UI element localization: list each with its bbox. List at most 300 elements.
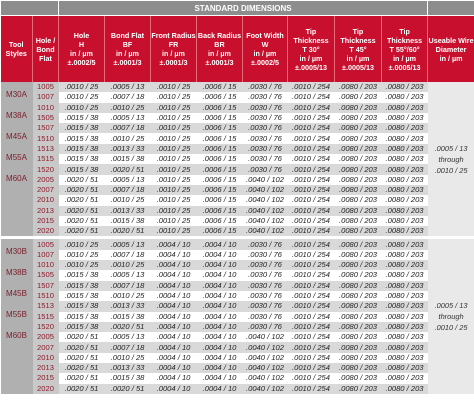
- dimension-cell: .0040 / 102: [243, 216, 288, 226]
- column-header: Hole / Bond Flat: [33, 16, 59, 83]
- dimension-cell: .0080 / 203: [335, 123, 382, 133]
- wire-diameter-line: .0005 / 13: [434, 143, 468, 153]
- dimension-cell: .0020 / 51: [59, 363, 105, 373]
- dimension-cell: .0080 / 203: [335, 353, 382, 363]
- dimension-cell: .0080 / 203: [382, 291, 428, 301]
- dimension-cell: .0030 / 76: [243, 154, 288, 164]
- table-row: [1, 270, 474, 280]
- dimension-cell: .0030 / 76: [243, 250, 288, 260]
- table-row: [1, 384, 474, 394]
- dimension-cell: .0030 / 76: [243, 301, 288, 311]
- dimension-cell: .0005 / 13: [105, 332, 151, 342]
- dimension-cell: .0080 / 203: [382, 239, 428, 249]
- dimension-cell: .0080 / 203: [335, 239, 382, 249]
- hole-bond-flat-code: 2005: [33, 332, 59, 342]
- dimension-cell: .0010 / 25: [151, 154, 197, 164]
- dimension-cell: .0010 / 254: [288, 206, 335, 216]
- dimension-cell: .0010 / 254: [288, 82, 335, 92]
- table-row: [1, 113, 474, 123]
- tool-style-label: M30A: [6, 90, 27, 99]
- dimension-cell: .0020 / 51: [59, 206, 105, 216]
- dimension-cell: .0010 / 25: [59, 239, 105, 249]
- dimension-cell: .0010 / 25: [151, 164, 197, 174]
- column-header-row: [1, 16, 474, 83]
- banner-blank-right: [428, 1, 474, 16]
- table-row: [1, 312, 474, 322]
- hole-bond-flat-code: 1010: [33, 103, 59, 113]
- dimension-cell: .0004 / 10: [197, 384, 243, 394]
- dimension-cell: .0013 / 33: [105, 144, 151, 154]
- hole-bond-flat-code: 1513: [33, 144, 59, 154]
- hole-bond-flat-code: 1520: [33, 164, 59, 174]
- dimension-cell: .0080 / 203: [382, 123, 428, 133]
- dimension-cell: .0080 / 203: [382, 216, 428, 226]
- dimension-cell: .0030 / 76: [243, 164, 288, 174]
- dimension-cell: .0010 / 254: [288, 332, 335, 342]
- hole-bond-flat-code: 2020: [33, 226, 59, 236]
- table-row: [1, 301, 474, 311]
- dimension-cell: .0004 / 10: [197, 301, 243, 311]
- dimension-cell: .0010 / 254: [288, 322, 335, 332]
- dimension-cell: .0007 / 18: [105, 92, 151, 102]
- tool-style-label: M30B: [6, 247, 27, 257]
- dimension-cell: .0005 / 13: [105, 113, 151, 123]
- dimension-cell: .0004 / 10: [151, 281, 197, 291]
- dimension-cell: .0006 / 15: [197, 82, 243, 92]
- dimension-cell: .0004 / 10: [151, 332, 197, 342]
- dimension-cell: .0080 / 203: [335, 291, 382, 301]
- wire-diameter-line: through: [438, 312, 464, 322]
- dimension-cell: .0080 / 203: [335, 260, 382, 270]
- dimension-cell: .0010 / 25: [59, 82, 105, 92]
- table-row: [1, 216, 474, 226]
- dimension-cell: .0007 / 18: [105, 185, 151, 195]
- dimension-cell: .0010 / 25: [151, 195, 197, 205]
- dimension-cell: .0015 / 38: [59, 144, 105, 154]
- dimension-cell: .0010 / 25: [151, 133, 197, 143]
- dimension-cell: .0010 / 25: [59, 103, 105, 113]
- column-header: Back Radius BR in / µm ±.0001/3: [197, 16, 243, 83]
- dimension-cell: .0030 / 76: [243, 322, 288, 332]
- dimension-cell: .0020 / 51: [59, 373, 105, 383]
- dimension-cell: .0013 / 33: [105, 206, 151, 216]
- hole-bond-flat-code: 1005: [33, 239, 59, 249]
- dimension-cell: .0080 / 203: [335, 312, 382, 322]
- banner-blank: [1, 1, 59, 16]
- dimension-cell: .0010 / 25: [105, 353, 151, 363]
- dimension-cell: .0015 / 38: [105, 373, 151, 383]
- table-row: [1, 363, 474, 373]
- dimension-cell: .0004 / 10: [197, 250, 243, 260]
- dimension-cell: .0006 / 15: [197, 226, 243, 236]
- dimension-cell: .0080 / 203: [335, 363, 382, 373]
- dimension-cell: .0080 / 203: [382, 154, 428, 164]
- useable-wire-diameter-cell: [428, 82, 474, 236]
- dimension-cell: .0030 / 76: [243, 144, 288, 154]
- dimension-cell: .0010 / 25: [151, 123, 197, 133]
- dimension-cell: .0005 / 13: [105, 175, 151, 185]
- dimension-cell: .0080 / 203: [382, 384, 428, 394]
- dimension-cell: .0080 / 203: [335, 270, 382, 280]
- dimension-cell: .0005 / 13: [105, 239, 151, 249]
- dimension-cell: .0006 / 15: [197, 123, 243, 133]
- dimension-cell: .0080 / 203: [335, 103, 382, 113]
- dimension-cell: .0030 / 76: [243, 92, 288, 102]
- dimension-cell: .0015 / 38: [59, 164, 105, 174]
- column-header: Tip Thickness T 45° in / µm ±.0005/13: [335, 16, 382, 83]
- dimension-cell: .0080 / 203: [382, 270, 428, 280]
- dimension-cell: .0015 / 38: [59, 291, 105, 301]
- table-row: [1, 164, 474, 174]
- column-header: Front Radius FR in / µm ±.0001/3: [151, 16, 197, 83]
- dimension-cell: .0006 / 15: [197, 133, 243, 143]
- tool-style-label: M55B: [6, 310, 27, 320]
- hole-bond-flat-code: 1510: [33, 291, 59, 301]
- table-row: [1, 206, 474, 216]
- table-row: [1, 250, 474, 260]
- hole-bond-flat-code: 1507: [33, 123, 59, 133]
- dimension-cell: .0010 / 25: [105, 133, 151, 143]
- column-header: Hole H in / µm ±.0002/5: [59, 16, 105, 83]
- dimension-cell: .0040 / 102: [243, 363, 288, 373]
- dimension-cell: .0006 / 15: [197, 216, 243, 226]
- dimension-cell: .0080 / 203: [382, 373, 428, 383]
- dimension-cell: .0006 / 15: [197, 206, 243, 216]
- dimension-cell: .0080 / 203: [335, 216, 382, 226]
- dimension-cell: .0010 / 254: [288, 175, 335, 185]
- table-row: [1, 373, 474, 383]
- tool-styles-cell: [1, 239, 33, 393]
- dimension-cell: .0080 / 203: [382, 312, 428, 322]
- dimension-cell: .0004 / 10: [151, 260, 197, 270]
- dimension-cell: .0080 / 203: [382, 103, 428, 113]
- table-row: [1, 154, 474, 164]
- dimension-cell: .0080 / 203: [382, 281, 428, 291]
- useable-wire-diameter-cell: [428, 239, 474, 393]
- column-header: Tool Styles: [1, 16, 33, 83]
- table-row: [1, 82, 474, 92]
- dimension-cell: .0010 / 254: [288, 164, 335, 174]
- dimension-cell: .0010 / 254: [288, 92, 335, 102]
- table-row: [1, 353, 474, 363]
- dimension-cell: .0015 / 38: [105, 154, 151, 164]
- dimension-cell: .0010 / 25: [105, 291, 151, 301]
- dimension-cell: .0010 / 254: [288, 216, 335, 226]
- dimension-cell: .0020 / 51: [105, 384, 151, 394]
- dimension-cell: .0015 / 38: [59, 123, 105, 133]
- dimension-cell: .0080 / 203: [335, 384, 382, 394]
- dimension-cell: .0010 / 254: [288, 260, 335, 270]
- dimension-cell: .0040 / 102: [243, 384, 288, 394]
- table-row: [1, 332, 474, 342]
- tool-style-label: M60A: [6, 174, 27, 183]
- table-body: [1, 82, 474, 394]
- dimension-cell: .0040 / 102: [243, 226, 288, 236]
- dimension-cell: .0004 / 10: [197, 281, 243, 291]
- dimension-cell: .0010 / 254: [288, 353, 335, 363]
- hole-bond-flat-code: 1510: [33, 133, 59, 143]
- dimension-cell: .0030 / 76: [243, 239, 288, 249]
- dimension-cell: .0010 / 254: [288, 133, 335, 143]
- tool-style-label: M55A: [6, 153, 27, 162]
- dimension-cell: .0040 / 102: [243, 353, 288, 363]
- dimension-cell: .0015 / 38: [59, 270, 105, 280]
- dimension-cell: .0010 / 25: [151, 175, 197, 185]
- hole-bond-flat-code: 2007: [33, 342, 59, 352]
- dimension-cell: .0015 / 38: [59, 301, 105, 311]
- table-title: STANDARD DIMENSIONS: [59, 1, 428, 16]
- dimension-cell: .0080 / 203: [382, 185, 428, 195]
- dimension-cell: .0004 / 10: [197, 342, 243, 352]
- dimension-cell: .0015 / 38: [59, 154, 105, 164]
- dimension-cell: .0004 / 10: [151, 322, 197, 332]
- dimension-cell: .0010 / 25: [151, 185, 197, 195]
- dimension-cell: .0080 / 203: [335, 373, 382, 383]
- dimension-cell: .0040 / 102: [243, 332, 288, 342]
- dimension-cell: .0007 / 18: [105, 281, 151, 291]
- dimension-cell: .0010 / 254: [288, 342, 335, 352]
- dimension-cell: .0010 / 25: [151, 206, 197, 216]
- dimension-cell: .0010 / 25: [59, 260, 105, 270]
- dimension-cell: .0010 / 25: [105, 260, 151, 270]
- dimension-cell: .0004 / 10: [197, 291, 243, 301]
- dimension-cell: .0004 / 10: [151, 250, 197, 260]
- column-header: Useable Wire Diameter in / µm: [428, 16, 474, 83]
- table-row: [1, 226, 474, 236]
- dimension-cell: .0030 / 76: [243, 82, 288, 92]
- hole-bond-flat-code: 1507: [33, 281, 59, 291]
- dimension-cell: .0080 / 203: [382, 92, 428, 102]
- dimension-cell: .0010 / 254: [288, 384, 335, 394]
- dimension-cell: .0004 / 10: [151, 353, 197, 363]
- dimension-cell: .0010 / 25: [151, 216, 197, 226]
- dimension-cell: .0010 / 254: [288, 185, 335, 195]
- hole-bond-flat-code: 1005: [33, 82, 59, 92]
- dimension-cell: .0080 / 203: [335, 154, 382, 164]
- dimension-cell: .0013 / 33: [105, 363, 151, 373]
- dimension-cell: .0006 / 15: [197, 175, 243, 185]
- hole-bond-flat-code: 1505: [33, 113, 59, 123]
- dimension-cell: .0020 / 51: [105, 226, 151, 236]
- dimension-cell: .0040 / 102: [243, 206, 288, 216]
- dimension-cell: .0080 / 203: [382, 353, 428, 363]
- table-row: [1, 144, 474, 154]
- dimension-cell: .0080 / 203: [382, 226, 428, 236]
- dimension-cell: .0010 / 254: [288, 103, 335, 113]
- hole-bond-flat-code: 1505: [33, 270, 59, 280]
- dimension-cell: .0080 / 203: [335, 301, 382, 311]
- dimension-cell: .0004 / 10: [197, 332, 243, 342]
- hole-bond-flat-code: 1010: [33, 260, 59, 270]
- dimension-cell: .0040 / 102: [243, 175, 288, 185]
- dimension-cell: .0006 / 15: [197, 92, 243, 102]
- dimension-cell: .0004 / 10: [197, 270, 243, 280]
- dimension-cell: .0010 / 254: [288, 113, 335, 123]
- dimension-cell: .0020 / 51: [59, 384, 105, 394]
- tool-style-label: M60B: [6, 331, 27, 341]
- dimension-cell: .0030 / 76: [243, 103, 288, 113]
- table-row: [1, 322, 474, 332]
- dimension-cell: .0080 / 203: [335, 164, 382, 174]
- wire-diameter-line: .0010 / 25: [434, 323, 468, 333]
- wire-diameter-line: through: [438, 154, 464, 164]
- dimension-cell: .0006 / 15: [197, 103, 243, 113]
- column-header: Tip Thickness T 55°/60° in / µm ±.0005/13: [382, 16, 428, 83]
- dimension-cell: .0080 / 203: [382, 195, 428, 205]
- tool-style-label: M45B: [6, 289, 27, 299]
- dimension-cell: .0020 / 51: [105, 164, 151, 174]
- dimension-cell: .0010 / 25: [59, 92, 105, 102]
- dimension-cell: .0010 / 25: [151, 92, 197, 102]
- hole-bond-flat-code: 2007: [33, 185, 59, 195]
- table-row: [1, 195, 474, 205]
- dimension-cell: .0080 / 203: [335, 82, 382, 92]
- dimension-cell: .0007 / 18: [105, 123, 151, 133]
- hole-bond-flat-code: 1513: [33, 301, 59, 311]
- dimension-cell: .0007 / 18: [105, 342, 151, 352]
- dimension-cell: .0030 / 76: [243, 133, 288, 143]
- dimension-cell: .0010 / 254: [288, 363, 335, 373]
- dimension-cell: .0080 / 203: [335, 175, 382, 185]
- dimension-cell: .0004 / 10: [197, 239, 243, 249]
- dimension-cell: .0080 / 203: [335, 144, 382, 154]
- dimension-cell: .0015 / 38: [105, 312, 151, 322]
- dimension-cell: .0004 / 10: [197, 260, 243, 270]
- tool-style-label: M38B: [6, 268, 27, 278]
- dimension-cell: .0040 / 102: [243, 195, 288, 205]
- table-row: [1, 133, 474, 143]
- dimension-cell: .0013 / 33: [105, 301, 151, 311]
- dimension-cell: .0080 / 203: [382, 301, 428, 311]
- dimension-cell: .0080 / 203: [335, 113, 382, 123]
- dimension-cell: .0006 / 15: [197, 164, 243, 174]
- dimension-cell: .0080 / 203: [382, 322, 428, 332]
- table-row: [1, 123, 474, 133]
- dimension-cell: .0006 / 15: [197, 185, 243, 195]
- dimension-cell: .0080 / 203: [335, 133, 382, 143]
- dimension-cell: .0005 / 13: [105, 270, 151, 280]
- dimension-cell: .0015 / 38: [59, 133, 105, 143]
- table-row: [1, 342, 474, 352]
- tool-style-label: M45A: [6, 132, 27, 141]
- dimension-cell: .0010 / 254: [288, 195, 335, 205]
- dimension-cell: .0020 / 51: [59, 216, 105, 226]
- dimension-cell: .0006 / 15: [197, 144, 243, 154]
- dimension-cell: .0030 / 76: [243, 260, 288, 270]
- dimension-cell: .0080 / 203: [382, 206, 428, 216]
- dimension-cell: .0004 / 10: [151, 291, 197, 301]
- dimension-cell: .0030 / 76: [243, 270, 288, 280]
- dimension-cell: .0080 / 203: [335, 185, 382, 195]
- dimension-cell: .0010 / 25: [59, 250, 105, 260]
- hole-bond-flat-code: 2013: [33, 206, 59, 216]
- dimension-cell: .0010 / 254: [288, 154, 335, 164]
- dimension-cell: .0010 / 254: [288, 239, 335, 249]
- dimension-cell: .0020 / 51: [105, 322, 151, 332]
- tool-style-label: M38A: [6, 111, 27, 120]
- dimension-cell: .0010 / 25: [151, 226, 197, 236]
- dimension-cell: .0030 / 76: [243, 123, 288, 133]
- dimension-cell: .0010 / 254: [288, 144, 335, 154]
- table-row: [1, 291, 474, 301]
- dimension-cell: .0005 / 13: [105, 82, 151, 92]
- dimension-cell: .0030 / 76: [243, 312, 288, 322]
- table-row: [1, 239, 474, 249]
- dimension-cell: .0004 / 10: [151, 239, 197, 249]
- dimension-cell: .0006 / 15: [197, 154, 243, 164]
- dimension-cell: .0015 / 38: [59, 312, 105, 322]
- dimension-cell: .0010 / 25: [151, 103, 197, 113]
- table-row: [1, 175, 474, 185]
- dimension-cell: .0006 / 15: [197, 113, 243, 123]
- dimension-cell: .0004 / 10: [197, 312, 243, 322]
- table-row: [1, 281, 474, 291]
- dimension-cell: .0004 / 10: [151, 342, 197, 352]
- dimension-cell: .0004 / 10: [197, 373, 243, 383]
- dimension-cell: .0015 / 38: [105, 216, 151, 226]
- wire-diameter-line: .0005 / 13: [434, 301, 468, 311]
- dimension-cell: .0080 / 203: [335, 250, 382, 260]
- dimension-cell: .0010 / 254: [288, 226, 335, 236]
- dimension-cell: .0010 / 25: [151, 113, 197, 123]
- dimension-cell: .0004 / 10: [151, 270, 197, 280]
- dimension-cell: .0080 / 203: [382, 250, 428, 260]
- dimension-cell: .0080 / 203: [382, 175, 428, 185]
- dimension-cell: .0010 / 254: [288, 250, 335, 260]
- dimension-cell: .0010 / 25: [105, 195, 151, 205]
- hole-bond-flat-code: 1515: [33, 154, 59, 164]
- dimension-cell: .0080 / 203: [335, 342, 382, 352]
- dimension-cell: .0010 / 254: [288, 301, 335, 311]
- dimension-cell: .0004 / 10: [151, 363, 197, 373]
- dimension-cell: .0015 / 38: [59, 281, 105, 291]
- dimension-cell: .0080 / 203: [335, 322, 382, 332]
- table-row: [1, 185, 474, 195]
- dimension-cell: .0020 / 51: [59, 353, 105, 363]
- dimension-cell: .0010 / 254: [288, 291, 335, 301]
- dimension-cell: .0020 / 51: [59, 175, 105, 185]
- dimension-cell: .0004 / 10: [151, 301, 197, 311]
- hole-bond-flat-code: 2010: [33, 195, 59, 205]
- dimension-cell: .0020 / 51: [59, 185, 105, 195]
- dimension-cell: .0080 / 203: [382, 332, 428, 342]
- dimension-cell: .0080 / 203: [382, 164, 428, 174]
- dimension-cell: .0020 / 51: [59, 342, 105, 352]
- dimension-cell: .0040 / 102: [243, 373, 288, 383]
- dimension-cell: .0004 / 10: [151, 312, 197, 322]
- dimension-cell: .0004 / 10: [197, 353, 243, 363]
- dimension-cell: .0080 / 203: [382, 144, 428, 154]
- dimension-cell: .0080 / 203: [335, 332, 382, 342]
- dimension-cell: .0080 / 203: [335, 226, 382, 236]
- hole-bond-flat-code: 2015: [33, 373, 59, 383]
- hole-bond-flat-code: 2010: [33, 353, 59, 363]
- dimension-cell: .0004 / 10: [197, 363, 243, 373]
- table-row: [1, 92, 474, 102]
- dimension-cell: .0080 / 203: [335, 92, 382, 102]
- dimension-cell: .0080 / 203: [382, 342, 428, 352]
- hole-bond-flat-code: 1007: [33, 92, 59, 102]
- dimension-cell: .0080 / 203: [335, 206, 382, 216]
- dimension-cell: .0030 / 76: [243, 113, 288, 123]
- dimension-cell: .0080 / 203: [382, 82, 428, 92]
- dimension-cell: .0030 / 76: [243, 281, 288, 291]
- hole-bond-flat-code: 1007: [33, 250, 59, 260]
- dimension-cell: .0080 / 203: [382, 260, 428, 270]
- table-row: [1, 103, 474, 113]
- dimension-cell: .0010 / 254: [288, 281, 335, 291]
- column-header: Bond Flat BF in / µm ±.0001/3: [105, 16, 151, 83]
